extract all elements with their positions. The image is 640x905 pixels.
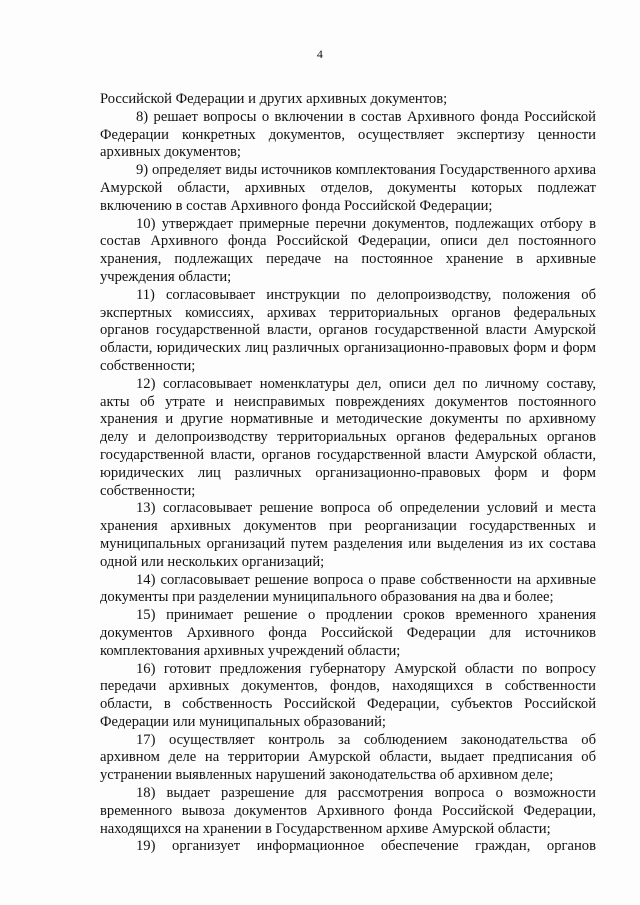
page-number: 4 bbox=[316, 47, 324, 61]
list-item-19: 19) организует информационное обеспечение граждан, органов bbox=[136, 838, 596, 855]
list-item-16: 16) готовит предложения губернатору Амурской области по вопросу передачи архивных документов, фондов, находящихся в собственности области, в собственность Российской Федерации, субъектов Российской Федерации или муниципальных образований; bbox=[100, 660, 596, 730]
list-item-13: 13) согласовывает решение вопроса об определении условий и места хранения архивных документов при реорганизации государственных и муниципальных организаций путем разделения или выделения из их состава одной или нескольких организаций; bbox=[100, 500, 596, 570]
paragraph-continuation: Российской Федерации и других архивных документов; bbox=[100, 91, 448, 107]
list-item-18: 18) выдает разрешение для рассмотрения вопроса о возможности временного вывоза документов Архивного фонда Российской Федерации, находящихся на хранении в Государственном архиве Амурской области; bbox=[100, 785, 596, 837]
list-item-14: 14) согласовывает решение вопроса о праве собственности на архивные документы при разделении муниципального образования на два и более; bbox=[100, 571, 596, 606]
list-item-11: 11) согласовывает инструкции по делопроизводству, положения об экспертных комиссиях, архивах территориальных органов федеральных органов государственной власти, органов государственной власти Амурской области, юридических лиц различных организационно-правовых форм и форм собственности; bbox=[100, 286, 596, 374]
list-item-12: 12) согласовывает номенклатуры дел, описи дел по личному составу, акты об утрате и неисправимых повреждениях документов постоянного хранения и другие нормативные и методические документы по архивному делу и делопроизводству территориальных органов федеральных органов государственной власти, органов государственной власти Амурской области, юридических лиц различных организационно-правовых форм и форм собственности; bbox=[100, 375, 596, 499]
list-item-15: 15) принимает решение о продлении сроков временного хранения документов Архивного фонда Российской Федерации для источников комплектования архивных учреждений области; bbox=[100, 607, 596, 659]
list-item-17: 17) осуществляет контроль за соблюдением законодательства об архивном деле на территории Амурской области, выдает предписания об устранении выявленных нарушений законодательства об архивном деле; bbox=[100, 731, 596, 784]
list-item-8: 8) решает вопросы о включении в состав Архивного фонда Российской Федерации конкретных документов, осуществляет экспертизу ценности архивных документов; bbox=[100, 108, 596, 161]
list-item-10: 10) утверждает примерные перечни документов, подлежащих отбору в состав Архивного фонда Российской Федерации, описи дел постоянного хранения, подлежащих передаче на постоянное хранение в архивные учреждения области; bbox=[100, 215, 596, 285]
list-item-9: 9) определяет виды источников комплектования Государственного архива Амурской области, архивных отделов, документы которых подлежат включению в состав Архивного фонда Российской Федерации; bbox=[100, 162, 596, 214]
document-body bbox=[100, 91, 596, 856]
